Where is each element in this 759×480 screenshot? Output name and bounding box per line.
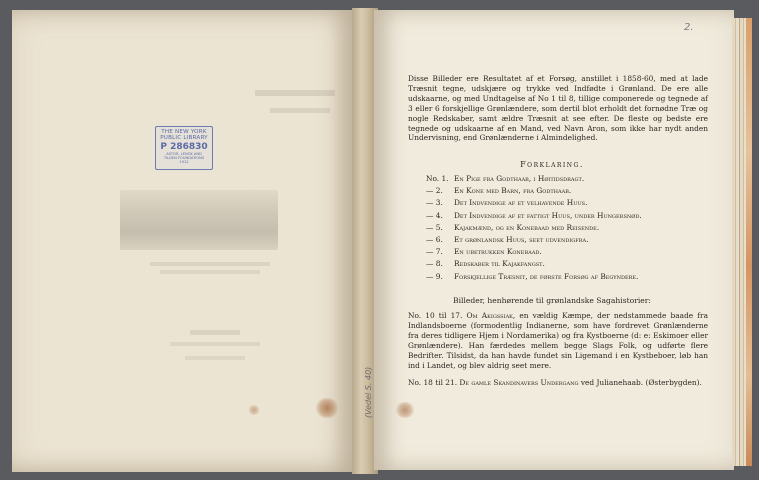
para-title: Om Akigssiak, — [466, 311, 516, 320]
legend-item — [426, 234, 726, 246]
legend-number: — 8. — [426, 259, 443, 269]
pencil-annotation: (Vedel S. 40) — [364, 366, 373, 418]
legend-description: En Kone med Barn, fra Godthaab. — [454, 186, 572, 196]
para-body: en vældig Kæmpe, der nedstammede baade fra Indlandsboerne (formodentlig Indianerne, som have fordrevet Grønlænderne fra deres tidligere Hjem i Nordamerika) og fra Kystboerne (d: e: Eskimoer eller Grønlændere). Han færdedes mellem begge Slags Folk, og udførte flere Bedrifter. Tilsidst, da han havde fundet sin Ligemand i en Kystbeboer, løb han ind i Landet, og blev aldrig seet mere. — [408, 311, 708, 370]
legend-item — [426, 246, 726, 258]
stamp-line-2: PUBLIC LIBRARY — [160, 135, 208, 141]
foxing-stain — [248, 405, 260, 415]
para-body: ved Julianehaab. (Østerbygden). — [580, 378, 702, 387]
legend-description: Det Indvendige af et fattigt Huus, under Hungersnød. — [454, 210, 642, 220]
legend-item — [426, 258, 726, 270]
show-through-imprint — [190, 330, 240, 335]
legend-number: — 4. — [426, 210, 443, 220]
saga-paragraph-akigssiak — [408, 311, 708, 370]
legend-description: Det Indvendige af et velhavende Huus. — [454, 198, 588, 208]
plate-legend-list — [426, 173, 726, 283]
show-through-imprint-2 — [170, 342, 260, 346]
legend-item — [426, 173, 726, 185]
page-number: 2. — [684, 22, 694, 33]
library-stamp — [155, 126, 213, 170]
saga-subheading: Billeder, henhørende til grønlandske Sagahistorier: — [453, 296, 651, 305]
show-through-caption-2 — [160, 270, 260, 274]
show-through-title — [255, 90, 335, 96]
legend-number: — 5. — [426, 222, 443, 232]
legend-number: No. 1. — [426, 174, 449, 183]
stamp-year: 1912 — [179, 160, 189, 164]
stamp-line-1: THE NEW YORK — [161, 129, 207, 135]
intro-paragraph: Disse Billeder ere Resultatet af et Forsøg, anstillet i 1858-60, med at lade Træsnit tegne, udskjære og trykke ved Indfødte i Grønland. De ere alle udskaarne, og med Undtagelse af No 1 til 8, tillige componerede og tegnede af 3 eller 6 forskjellige Grønlændere, som dertil blot erholdt det fornødne Træ og nogle Redskaber, samt ældre Træsnit at see efter. De fleste og bedste ere tegnede og udskaarne af en Mand, ved Navn Aron, som ikke har nydt anden Undervisning, end Grønlænderne i Almindelighed. — [408, 74, 708, 143]
legend-description: En Pige fra Godthaab, i Høitidsdragt. — [454, 174, 585, 183]
legend-description: Forskjellige Træsnit, de første Forsøg af Begyndere. — [454, 271, 639, 281]
para-title: De gamle Skandinavers Undergang — [459, 378, 579, 387]
legend-number: — 3. — [426, 198, 443, 208]
legend-item — [426, 197, 726, 209]
foxing-stain — [395, 402, 415, 418]
legend-heading: Forklaring. — [520, 160, 584, 169]
legend-number: — 6. — [426, 235, 443, 245]
legend-number: — 2. — [426, 186, 443, 196]
legend-item — [426, 222, 726, 234]
stamp-line-4: ASTOR, LENOX AND — [166, 152, 202, 156]
stamp-number: P 286830 — [160, 142, 208, 152]
stamp-line-5: TILDEN FOUNDATIONS — [163, 156, 205, 160]
legend-number: — 7. — [426, 247, 443, 257]
legend-description: Kajakmænd, og en Konebaad med Reisende. — [454, 222, 600, 232]
show-through-imprint-3 — [185, 356, 245, 360]
legend-description: Redskaber til Kajakfangst. — [454, 259, 545, 269]
para-lead: No. 18 til 21. — [408, 378, 458, 387]
legend-number: — 9. — [426, 271, 443, 281]
legend-item — [426, 185, 726, 197]
page-edges — [732, 18, 752, 466]
show-through-caption — [150, 262, 270, 266]
saga-paragraph-skandinavers — [408, 378, 708, 388]
para-lead: No. 10 til 17. — [408, 311, 463, 320]
legend-description: Et grønlandsk Huus, seet udvendigfra. — [454, 235, 589, 245]
foxing-stain — [315, 398, 339, 418]
legend-item — [426, 210, 726, 222]
legend-item — [426, 271, 726, 283]
legend-description: En ubetrukken Konebaad. — [454, 247, 542, 257]
show-through-subtitle — [270, 108, 330, 113]
show-through-illustration — [120, 190, 278, 250]
